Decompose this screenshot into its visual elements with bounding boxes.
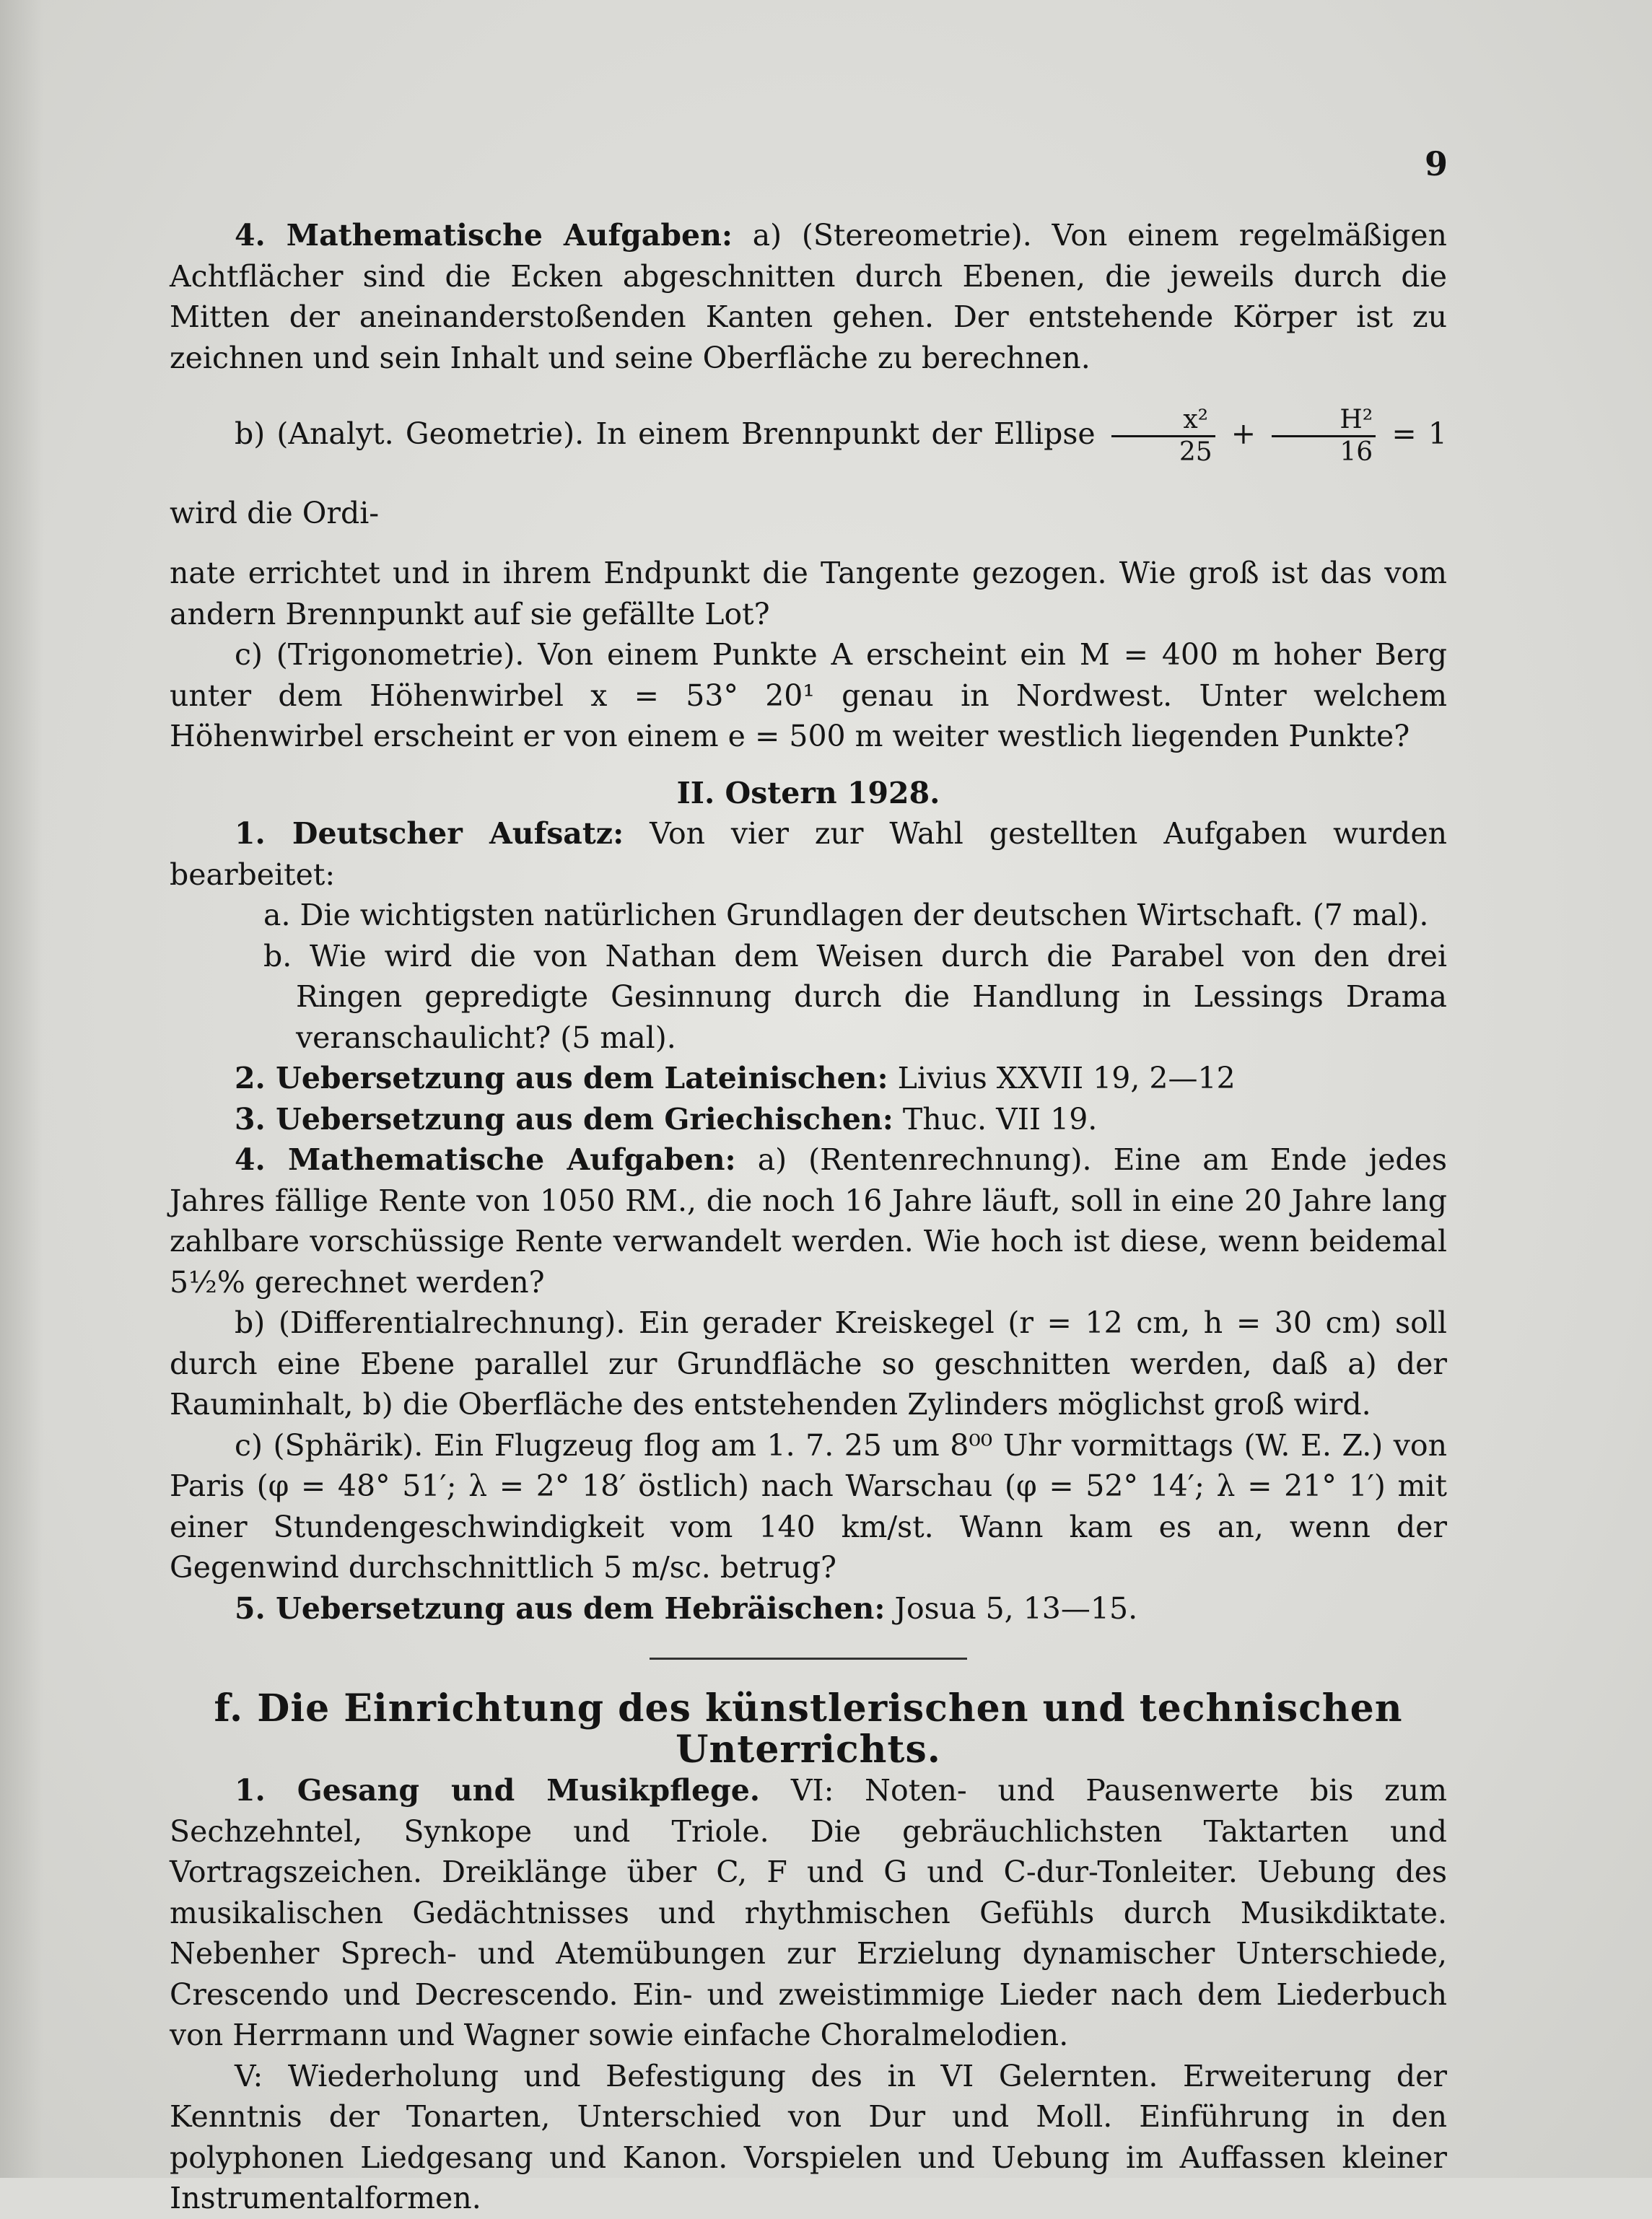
exam-item-1 [170, 813, 1447, 895]
item4-b: b) (Differentialrechnung). Ein gerader Kreiskegel (r = 12 cm, h = 30 cm) soll durch eine Ebene parallel zur Grundfläche so geschnitten werden, daß a) der Rauminhalt, b) die Oberfläche des entstehenden Zylinders möglichst groß wird. [170, 1305, 1447, 1422]
fraction-x-den: 25 [1179, 437, 1212, 467]
math-c-text: c) (Trigonometrie). Von einem Punkte A erscheint ein M = 400 m hoher Berg unter dem Höhenwirbel x = 53° 20¹ genau in Nordwest. Unter welchem Höhenwirbel erscheint er von einem e = 500 m weiter westlich liegenden Punkte? [170, 637, 1447, 753]
music-item [170, 1770, 1447, 2056]
item1-text: Von vier zur Wahl gestellten Aufgaben wurden bearbeitet: [170, 816, 1447, 892]
page-edge-shadow [0, 0, 43, 2178]
fraction-x-num: x² [1111, 405, 1215, 437]
exam-item-2 [170, 1058, 1447, 1099]
exam-item-5 [170, 1588, 1447, 1629]
math-task-a [170, 215, 1447, 378]
plus-sign: + [1231, 416, 1257, 451]
item2-heading: 2. Uebersetzung aus dem Lateinischen: [235, 1061, 888, 1095]
item5-text: Josua 5, 13—15. [894, 1590, 1138, 1626]
item1-a: a. Die wichtigsten natürlichen Grundlagen der deutschen Wirtschaft. (7 mal). [263, 898, 1429, 932]
item1-b: b. Wie wird die von Nathan dem Weisen durch die Parabel von den drei Ringen gepredigte Gesinnung durch die Handlung in Lessings Drama veranschaulicht? (5 mal). [263, 938, 1447, 1055]
math-b-eq: = 1 wird die Ordi- [170, 416, 1447, 530]
music-v-text: V: Wiederholung und Befestigung des in VI Gelernten. Erweiterung der Kenntnis der Tonarten, Unterschied von Dur und Moll. Einführung in den polyphonen Liedgesang und Kanon. Vorspielen und Uebung im Auffassen kleiner Instrumentalformen. [170, 2058, 1447, 2215]
fraction-h-den: 16 [1339, 437, 1373, 467]
math-heading: 4. Mathematische Aufgaben: [235, 218, 733, 253]
music-heading: 1. Gesang und Musikpflege. [235, 1773, 761, 1808]
item2-text: Livius XXVII 19, 2—12 [897, 1061, 1236, 1095]
fraction-h [1272, 405, 1376, 468]
math-b-text: nate errichtet und in ihrem Endpunkt die Tangente gezogen. Wie groß ist das vom andern Brennpunkt auf sie gefällte Lot? [170, 556, 1447, 631]
item1-heading: 1. Deutscher Aufsatz: [235, 816, 624, 851]
music-vi-text: VI: Noten- und Pausenwerte bis zum Sechzehntel, Synkope und Triole. Die gebräuchlichsten Taktarten und Vortragszeichen. Dreiklänge über C, F und G und C-dur-Tonleiter. Uebung des musikalischen Gedächtnisses und rhythmischen Gefühls durch Musikdiktate. Nebenher Sprech- und Atemübungen zur Erzielung dynamischer Unterschiede, Crescendo und Decrescendo. Ein- und zweistimmige Lieder nach dem Liederbuch von Herrmann und Wagner sowie einfache Choralmelodien. [170, 1773, 1447, 2052]
exam-item-3 [170, 1099, 1447, 1140]
math-a-text: a) (Stereometrie). Von einem regelmäßigen Achtflächer sind die Ecken abgeschnitten durch Ebenen, die jeweils durch die Mitten der aneinanderstoßenden Kanten gehen. Der entstehende Körper ist zu zeichnen und sein Inhalt und seine Oberfläche zu berechnen. [170, 218, 1447, 375]
item4-c: c) (Sphärik). Ein Flugzeug flog am 1. 7. 25 um 8⁰⁰ Uhr vormittags (W. E. Z.) von Paris (φ = 48° 51′; λ = 2° 18′ östlich) nach Warschau (φ = 52° 14′; λ = 21° 1′) mit einer Stundengeschwindigkeit vom 140 km/st. Wann kam es an, wenn der Gegenwind durchschnittlich 5 m/sc. betrug? [170, 1427, 1447, 1585]
item4-a: a) (Rentenrechnung). Eine am Ende jedes Jahres fällige Rente von 1050 RM., die noch 16 Jahre läuft, soll in eine 20 Jahre lang zahlbare vorschüssige Rente verwandelt werden. Wie hoch ist diese, wenn beidemal 5½% gerechnet werden? [170, 1142, 1447, 1300]
fraction-h-num: H² [1272, 405, 1376, 437]
page-number: 9 [1424, 144, 1448, 183]
fraction-x [1111, 405, 1215, 468]
math-b-pre: b) (Analyt. Geometrie). In einem Brennpunkt der Ellipse [235, 416, 1096, 451]
section-divider [650, 1658, 967, 1660]
item3-heading: 3. Uebersetzung aus dem Griechischen: [235, 1101, 893, 1137]
math-task-b-line [170, 394, 1447, 553]
exam-heading: II. Ostern 1928. [676, 775, 940, 810]
exam-item-4 [170, 1139, 1447, 1303]
item3-text: Thuc. VII 19. [902, 1101, 1098, 1137]
page-content [170, 215, 1447, 2219]
item5-heading: 5. Uebersetzung aus dem Hebräischen: [235, 1590, 886, 1626]
section-f-heading: f. Die Einrichtung des künstlerischen und technischen Unterrichts. [214, 1686, 1403, 1772]
item4-heading: 4. Mathematische Aufgaben: [235, 1142, 736, 1177]
